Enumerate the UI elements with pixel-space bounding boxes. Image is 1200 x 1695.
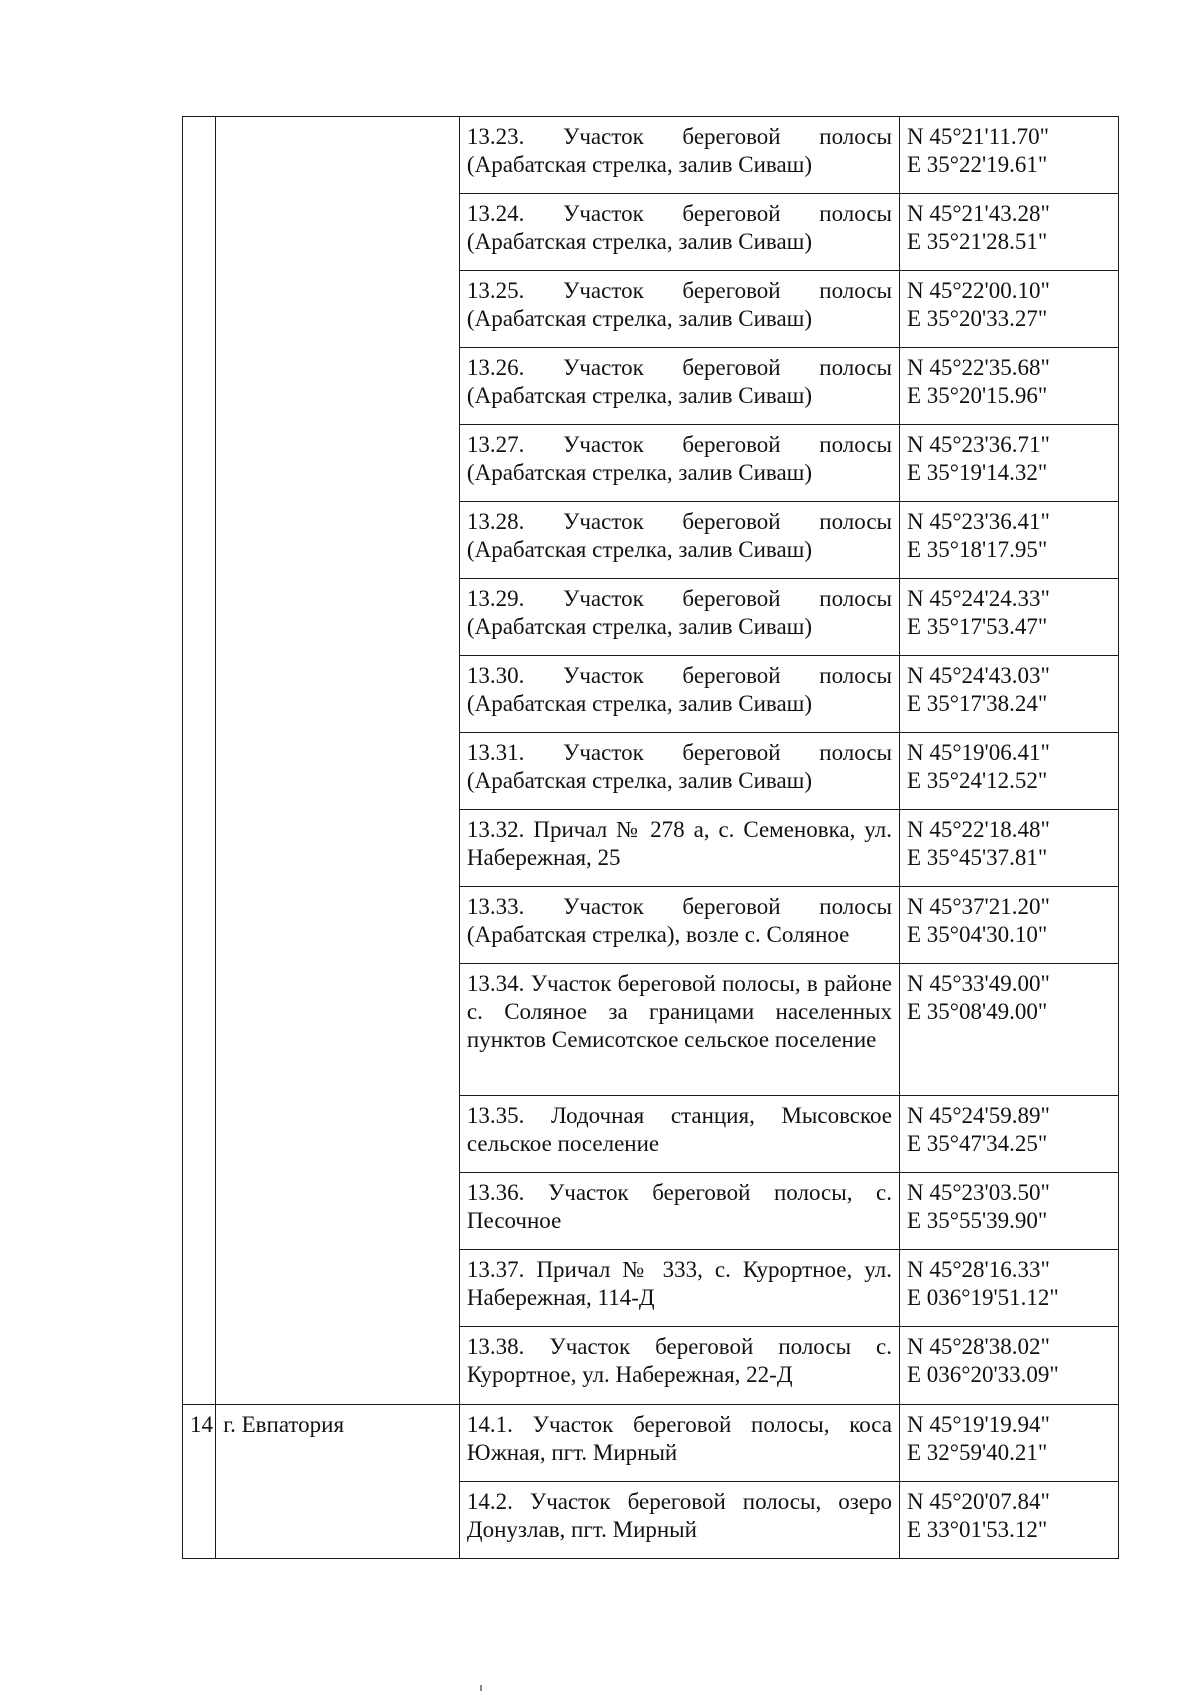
longitude: E 35°45'37.81" <box>907 845 1048 870</box>
location-description: 13.29. Участок береговой полосы (Арабатская стрелка, залив Сиваш) <box>459 579 899 656</box>
longitude: E 35°22'19.61" <box>907 152 1048 177</box>
coordinates-cell <box>900 733 1119 810</box>
latitude: N 45°20'07.84" <box>907 1489 1050 1514</box>
longitude: E 35°21'28.51" <box>907 229 1048 254</box>
longitude: E 35°19'14.32" <box>907 460 1048 485</box>
coordinates-cell <box>900 1096 1119 1173</box>
longitude: E 35°18'17.95" <box>907 537 1048 562</box>
location-description: 13.37. Причал № 333, с. Курортное, ул. Набережная, 114-Д <box>459 1250 899 1327</box>
coordinates-cell <box>900 1250 1119 1327</box>
latitude: N 45°21'43.28" <box>907 201 1050 226</box>
longitude: E 35°20'33.27" <box>907 306 1048 331</box>
location-description: 13.33. Участок береговой полосы (Арабатская стрелка), возле с. Соляное <box>459 887 899 964</box>
latitude: N 45°28'16.33" <box>907 1257 1050 1282</box>
coordinates-cell <box>900 117 1119 194</box>
location-description: 13.31. Участок береговой полосы (Арабатская стрелка, залив Сиваш) <box>459 733 899 810</box>
latitude: N 45°23'36.71" <box>907 432 1050 457</box>
latitude: N 45°28'38.02" <box>907 1334 1050 1359</box>
location-description: 13.28. Участок береговой полосы (Арабатская стрелка, залив Сиваш) <box>459 502 899 579</box>
coordinates-cell <box>900 1482 1119 1559</box>
location-description: 13.25. Участок береговой полосы (Арабатская стрелка, залив Сиваш) <box>459 271 899 348</box>
coordinates-cell <box>900 810 1119 887</box>
coordinates-cell <box>900 964 1119 1096</box>
coordinates-cell <box>900 1405 1119 1482</box>
table-body <box>183 117 1119 1559</box>
latitude: N 45°19'06.41" <box>907 740 1050 765</box>
longitude: E 35°17'53.47" <box>907 614 1048 639</box>
latitude: N 45°24'43.03" <box>907 663 1050 688</box>
location-description: 13.23. Участок береговой полосы (Арабатская стрелка, залив Сиваш) <box>459 117 899 194</box>
coordinates-cell <box>900 502 1119 579</box>
longitude: E 35°47'34.25" <box>907 1131 1048 1156</box>
location-description: 14.2. Участок береговой полосы, озеро Донузлав, пгт. Мирный <box>459 1482 899 1559</box>
longitude: E 036°19'51.12" <box>907 1285 1059 1310</box>
location-description: 14.1. Участок береговой полосы, коса Южная, пгт. Мирный <box>459 1405 899 1482</box>
latitude: N 45°22'18.48" <box>907 817 1050 842</box>
longitude: E 35°04'30.10" <box>907 922 1048 947</box>
coordinates-cell <box>900 348 1119 425</box>
group-number-cell <box>183 117 216 1405</box>
coordinates-cell <box>900 271 1119 348</box>
location-description: 13.32. Причал № 278 а, с. Семеновка, ул. Набережная, 25 <box>459 810 899 887</box>
location-description: 13.36. Участок береговой полосы, с. Песочное <box>459 1173 899 1250</box>
longitude: E 32°59'40.21" <box>907 1440 1048 1465</box>
location-description: 13.35. Лодочная станция, Мысовское сельское поселение <box>459 1096 899 1173</box>
longitude: E 35°20'15.96" <box>907 383 1048 408</box>
latitude: N 45°24'24.33" <box>907 586 1050 611</box>
coordinates-cell <box>900 656 1119 733</box>
group-city-cell: г. Евпатория <box>216 1405 460 1559</box>
latitude: N 45°23'36.41" <box>907 509 1050 534</box>
longitude: E 036°20'33.09" <box>907 1362 1059 1387</box>
location-description: 13.30. Участок береговой полосы (Арабатская стрелка, залив Сиваш) <box>459 656 899 733</box>
longitude: E 33°01'53.12" <box>907 1517 1048 1542</box>
location-description: 13.38. Участок береговой полосы с. Курортное, ул. Набережная, 22-Д <box>459 1327 899 1405</box>
longitude: E 35°08'49.00" <box>907 999 1048 1024</box>
coordinates-cell <box>900 1327 1119 1405</box>
latitude: N 45°23'03.50" <box>907 1180 1050 1205</box>
longitude: E 35°24'12.52" <box>907 768 1048 793</box>
coordinates-cell <box>900 887 1119 964</box>
latitude: N 45°24'59.89" <box>907 1103 1050 1128</box>
group-city-cell <box>216 117 460 1405</box>
location-description: 13.27. Участок береговой полосы (Арабатская стрелка, залив Сиваш) <box>459 425 899 502</box>
latitude: N 45°33'49.00" <box>907 971 1050 996</box>
table-row <box>183 117 1119 194</box>
coordinates-table <box>182 116 1119 1559</box>
latitude: N 45°37'21.20" <box>907 894 1050 919</box>
coordinates-cell <box>900 194 1119 271</box>
longitude: E 35°17'38.24" <box>907 691 1048 716</box>
location-description: 13.24. Участок береговой полосы (Арабатская стрелка, залив Сиваш) <box>459 194 899 271</box>
longitude: E 35°55'39.90" <box>907 1208 1048 1233</box>
latitude: N 45°22'35.68" <box>907 355 1050 380</box>
scan-mark <box>480 1685 482 1691</box>
location-description: 13.26. Участок береговой полосы (Арабатская стрелка, залив Сиваш) <box>459 348 899 425</box>
coordinates-cell <box>900 425 1119 502</box>
coordinates-cell <box>900 579 1119 656</box>
location-description: 13.34. Участок береговой полосы, в районе с. Соляное за границами населенных пунктов Семисотское сельское поселение <box>459 964 899 1096</box>
latitude: N 45°19'19.94" <box>907 1412 1050 1437</box>
table-row <box>183 1405 1119 1482</box>
group-number-cell: 14 <box>183 1405 216 1559</box>
latitude: N 45°22'00.10" <box>907 278 1050 303</box>
latitude: N 45°21'11.70" <box>907 124 1049 149</box>
coordinates-cell <box>900 1173 1119 1250</box>
